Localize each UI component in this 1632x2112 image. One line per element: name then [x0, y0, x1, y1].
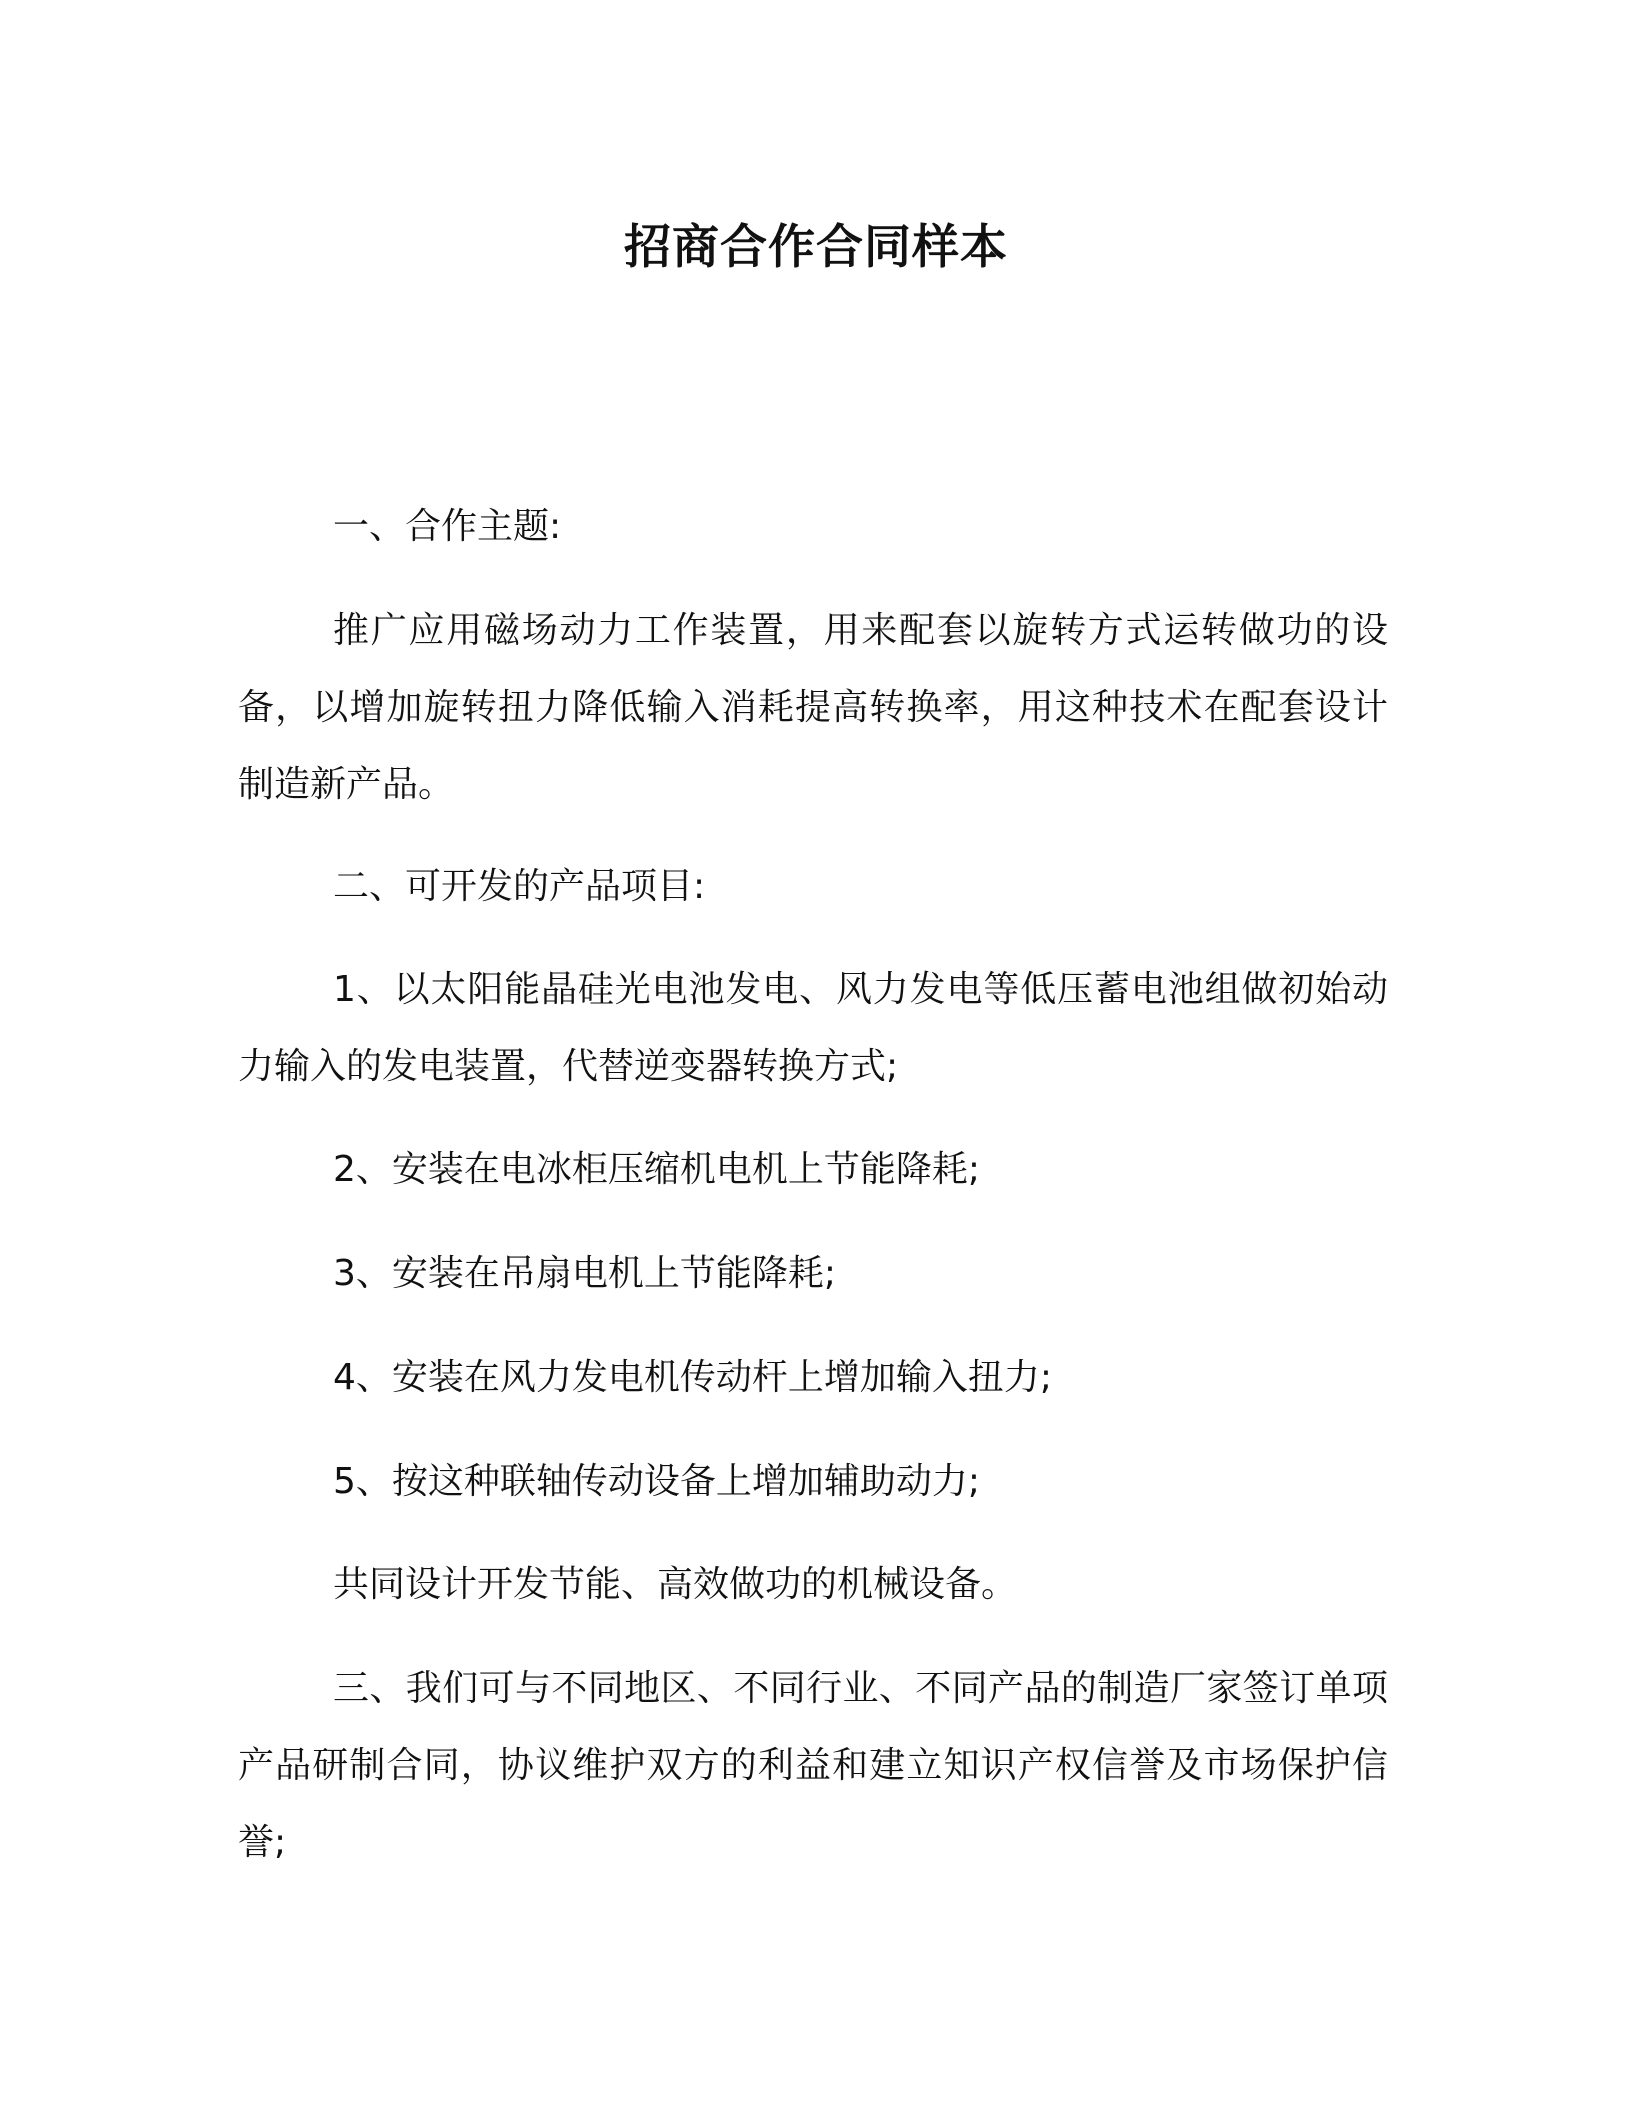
section-1-heading: 一、合作主题: — [333, 506, 562, 547]
section-1-body: 推广应用磁场动力工作装置，用来配套以旋转方式运转做功的设备，以增加旋转扭力降低输入消耗提高转换率，用这种技术在配套设计制造新产品。 — [238, 610, 1388, 805]
list-item-4: 4、安装在风力发电机传动杆上增加输入扭力; — [333, 1357, 1053, 1398]
list-item-5: 5、按这种联轴传动设备上增加辅助动力; — [333, 1461, 981, 1502]
list-item-1: 1、以太阳能晶硅光电池发电、风力发电等低压蓄电池组做初始动力输入的发电装置，代替逆变器转换方式; — [238, 969, 1388, 1087]
section-3-body: 三、我们可与不同地区、不同行业、不同产品的制造厂家签订单项产品研制合同，协议维护双方的利益和建立知识产权信誉及市场保护信誉; — [238, 1668, 1388, 1863]
document-title: 招商合作合同样本 — [624, 220, 1008, 275]
section-2-heading: 二、可开发的产品项目: — [333, 866, 706, 907]
summary-line: 共同设计开发节能、高效做功的机械设备。 — [333, 1564, 1018, 1605]
list-item-3: 3、安装在吊扇电机上节能降耗; — [333, 1253, 837, 1294]
list-item-2: 2、安装在电冰柜压缩机电机上节能降耗; — [333, 1149, 981, 1190]
